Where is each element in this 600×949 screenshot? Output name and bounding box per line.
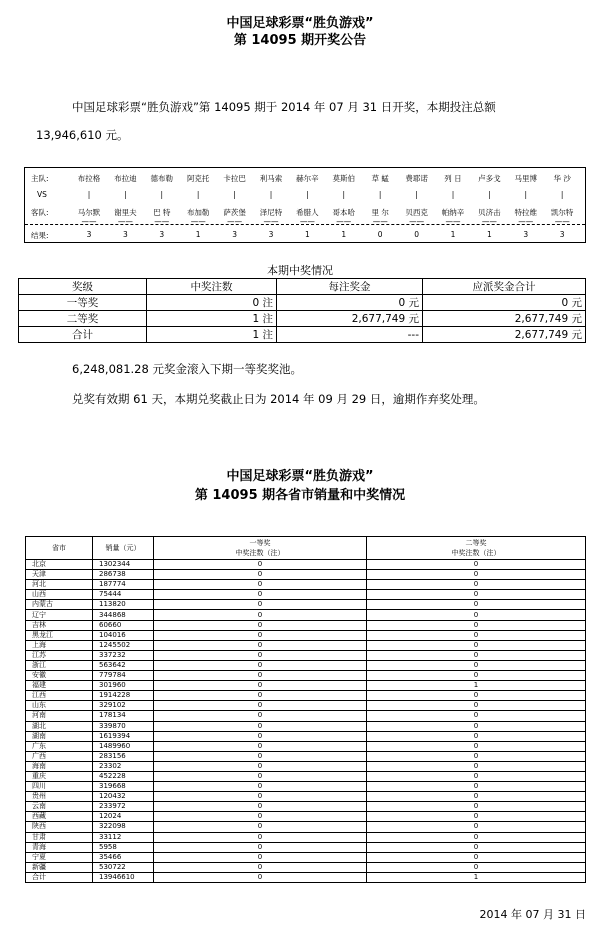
province-first-count: 0 bbox=[154, 681, 367, 691]
vs-mark: | bbox=[160, 190, 164, 199]
province-row bbox=[26, 711, 586, 721]
province-first-count: 0 bbox=[154, 580, 367, 590]
province-name: 黑龙江 bbox=[26, 630, 93, 640]
province-second-count: 0 bbox=[367, 600, 586, 610]
award-cell: 2,677,749 元 bbox=[423, 311, 586, 327]
result-label: 结果: bbox=[31, 231, 49, 240]
province-second-count: 0 bbox=[367, 862, 586, 872]
province-row bbox=[26, 620, 586, 630]
province-first-count: 0 bbox=[154, 620, 367, 630]
province-name: 重庆 bbox=[26, 771, 93, 781]
vs-mark: | bbox=[451, 190, 455, 199]
province-sales: 233972 bbox=[93, 802, 154, 812]
award-cell: 一等奖 bbox=[19, 295, 147, 311]
province-name: 内蒙古 bbox=[26, 600, 93, 610]
intro-line-2: 13,946,610 元。 bbox=[36, 128, 129, 142]
province-first-count: 0 bbox=[154, 701, 367, 711]
province-sales: 452228 bbox=[93, 771, 154, 781]
match-result: 0 bbox=[414, 230, 419, 239]
province-second-count: 0 bbox=[367, 792, 586, 802]
province-row bbox=[26, 701, 586, 711]
province-row bbox=[26, 832, 586, 842]
award-table bbox=[18, 278, 586, 343]
province-row bbox=[26, 792, 586, 802]
award-header-total: 应派奖金合计 bbox=[423, 279, 586, 295]
province-sales: 329102 bbox=[93, 701, 154, 711]
home-team: 马里博 bbox=[514, 174, 538, 183]
second-prize-header-b: 中奖注数（注） bbox=[451, 549, 501, 557]
province-second-count: 0 bbox=[367, 721, 586, 731]
province-sales: 344868 bbox=[93, 610, 154, 620]
match-result: 3 bbox=[523, 230, 529, 239]
province-first-count: 0 bbox=[154, 560, 367, 570]
province-name: 山东 bbox=[26, 701, 93, 711]
province-second-count: 0 bbox=[367, 832, 586, 842]
province-sales: 13946610 bbox=[93, 872, 154, 882]
province-name: 宁夏 bbox=[26, 852, 93, 862]
province-first-count: 0 bbox=[154, 610, 367, 620]
province-name: 江苏 bbox=[26, 650, 93, 660]
province-second-count: 0 bbox=[367, 590, 586, 600]
away-team: 希腊人 bbox=[296, 208, 319, 217]
province-sales: 12024 bbox=[93, 812, 154, 822]
province-second-count: 0 bbox=[367, 761, 586, 771]
province-first-count: 0 bbox=[154, 792, 367, 802]
match-result: 1 bbox=[305, 230, 310, 239]
province-row bbox=[26, 580, 586, 590]
vs-mark: | bbox=[269, 190, 273, 199]
vs-mark: | bbox=[196, 190, 200, 199]
province-second-count: 0 bbox=[367, 671, 586, 681]
province-sales-table bbox=[25, 536, 586, 883]
sales-subtitle: 第 14095 期各省市销量和中奖情况 bbox=[194, 488, 406, 503]
province-row bbox=[26, 761, 586, 771]
province-first-count: 0 bbox=[154, 630, 367, 640]
province-row bbox=[26, 691, 586, 701]
province-first-count: 0 bbox=[154, 822, 367, 832]
province-second-count: 0 bbox=[367, 771, 586, 781]
away-team: 凯尔特 bbox=[550, 208, 574, 217]
dash-mark: —— bbox=[263, 217, 279, 226]
province-second-count: 0 bbox=[367, 812, 586, 822]
province-first-count: 0 bbox=[154, 872, 367, 882]
province-sales: 33112 bbox=[93, 832, 154, 842]
province-name: 江西 bbox=[26, 691, 93, 701]
province-sales: 187774 bbox=[93, 580, 154, 590]
sales-header: 销量（元） bbox=[93, 537, 154, 560]
province-sales: 5958 bbox=[93, 842, 154, 852]
province-sales: 339870 bbox=[93, 721, 154, 731]
award-cell: 2,677,749 元 bbox=[423, 327, 586, 343]
issue-date: 2014 年 07 月 31 日 bbox=[479, 908, 586, 921]
home-team: 德布勒 bbox=[150, 174, 174, 183]
second-prize-header-a: 二等奖 bbox=[465, 539, 487, 547]
province-row bbox=[26, 751, 586, 761]
dash-mark: —— bbox=[117, 217, 133, 226]
away-team: 特拉维 bbox=[514, 208, 538, 217]
away-team: 贝西克 bbox=[405, 208, 428, 217]
province-second-count: 0 bbox=[367, 701, 586, 711]
province-sales: 563642 bbox=[93, 660, 154, 670]
province-name: 福建 bbox=[26, 681, 93, 691]
province-name: 甘肃 bbox=[26, 832, 93, 842]
award-cell: 二等奖 bbox=[19, 311, 147, 327]
award-cell: 0 元 bbox=[277, 295, 423, 311]
province-row bbox=[26, 640, 586, 650]
province-row bbox=[26, 570, 586, 580]
province-sales: 35466 bbox=[93, 852, 154, 862]
province-second-count: 0 bbox=[367, 630, 586, 640]
province-sales: 60660 bbox=[93, 620, 154, 630]
province-second-count: 0 bbox=[367, 660, 586, 670]
province-row bbox=[26, 862, 586, 872]
sales-title: 中国足球彩票“胜负游戏” bbox=[226, 469, 374, 484]
province-first-count: 0 bbox=[154, 802, 367, 812]
dash-mark: —— bbox=[299, 217, 315, 226]
province-first-count: 0 bbox=[154, 590, 367, 600]
award-row bbox=[19, 311, 586, 327]
province-first-count: 0 bbox=[154, 650, 367, 660]
province-sales: 286738 bbox=[93, 570, 154, 580]
province-name: 安徽 bbox=[26, 671, 93, 681]
province-sales: 23302 bbox=[93, 761, 154, 771]
rollover-note: 6,248,081.28 元奖金滚入下期一等奖奖池。 bbox=[72, 362, 302, 376]
vs-mark: | bbox=[342, 190, 346, 199]
award-row bbox=[19, 327, 586, 343]
province-second-count: 0 bbox=[367, 580, 586, 590]
vs-mark: | bbox=[524, 190, 528, 199]
home-label: 主队: bbox=[31, 174, 49, 183]
issue-title: 第 14095 期开奖公告 bbox=[233, 33, 367, 48]
province-header: 省市 bbox=[26, 537, 93, 560]
province-name: 湖北 bbox=[26, 721, 93, 731]
dash-mark: —— bbox=[409, 217, 425, 226]
province-row bbox=[26, 771, 586, 781]
province-name: 浙江 bbox=[26, 660, 93, 670]
match-result: 1 bbox=[487, 230, 492, 239]
province-first-count: 0 bbox=[154, 852, 367, 862]
match-divider bbox=[25, 224, 585, 225]
province-sales: 1619394 bbox=[93, 731, 154, 741]
province-second-count: 0 bbox=[367, 782, 586, 792]
province-name: 吉林 bbox=[26, 620, 93, 630]
province-row bbox=[26, 822, 586, 832]
vs-mark: | bbox=[306, 190, 309, 199]
dash-mark: —— bbox=[481, 217, 497, 226]
home-team: 赫尔辛 bbox=[296, 174, 319, 183]
province-second-count: 0 bbox=[367, 842, 586, 852]
province-name: 云南 bbox=[26, 802, 93, 812]
province-second-count: 0 bbox=[367, 570, 586, 580]
award-header-count: 中奖注数 bbox=[147, 279, 277, 295]
province-sales: 104016 bbox=[93, 630, 154, 640]
vs-mark: | bbox=[124, 190, 127, 199]
province-row bbox=[26, 741, 586, 751]
province-row bbox=[26, 671, 586, 681]
province-name: 新疆 bbox=[26, 862, 93, 872]
away-team: 布加勒 bbox=[186, 208, 210, 217]
dash-mark: —— bbox=[227, 217, 243, 226]
award-header-level: 奖级 bbox=[19, 279, 147, 295]
home-team: 布拉迪 bbox=[114, 174, 137, 183]
match-result: 3 bbox=[232, 230, 237, 239]
match-result: 1 bbox=[195, 230, 201, 239]
match-result: 3 bbox=[268, 230, 274, 239]
province-row bbox=[26, 590, 586, 600]
validity-note: 兑奖有效期 61 天，本期兑奖截止日为 2014 年 09 月 29 日，逾期作弃奖处理。 bbox=[72, 392, 485, 406]
vs-mark: | bbox=[415, 190, 418, 199]
home-team: 布拉格 bbox=[77, 174, 101, 183]
match-result: 3 bbox=[559, 230, 565, 239]
away-team: 贝济击 bbox=[478, 208, 501, 217]
province-first-count: 0 bbox=[154, 600, 367, 610]
dash-mark: —— bbox=[154, 217, 170, 226]
province-row bbox=[26, 852, 586, 862]
province-second-count: 0 bbox=[367, 731, 586, 741]
award-header-prize: 每注奖金 bbox=[277, 279, 423, 295]
province-first-count: 0 bbox=[154, 812, 367, 822]
province-second-count: 0 bbox=[367, 741, 586, 751]
away-team: 帕纳辛 bbox=[441, 208, 465, 217]
province-second-count: 1 bbox=[367, 872, 586, 882]
province-first-count: 0 bbox=[154, 741, 367, 751]
province-sales: 1914228 bbox=[93, 691, 154, 701]
dash-mark: —— bbox=[445, 217, 461, 226]
match-result: 3 bbox=[123, 230, 128, 239]
dash-mark: —— bbox=[518, 217, 534, 226]
province-row bbox=[26, 782, 586, 792]
province-sales: 1245502 bbox=[93, 640, 154, 650]
province-row bbox=[26, 630, 586, 640]
province-row bbox=[26, 721, 586, 731]
province-first-count: 0 bbox=[154, 660, 367, 670]
province-name: 湖南 bbox=[26, 731, 93, 741]
away-label: 客队: bbox=[31, 208, 49, 217]
second-prize-header bbox=[367, 537, 586, 560]
province-name: 四川 bbox=[26, 782, 93, 792]
province-first-count: 0 bbox=[154, 832, 367, 842]
province-row bbox=[26, 650, 586, 660]
province-sales: 779784 bbox=[93, 671, 154, 681]
province-second-count: 0 bbox=[367, 610, 586, 620]
province-sales: 322098 bbox=[93, 822, 154, 832]
province-name: 广东 bbox=[26, 741, 93, 751]
province-first-count: 0 bbox=[154, 640, 367, 650]
province-first-count: 0 bbox=[154, 711, 367, 721]
vs-mark: | bbox=[233, 190, 236, 199]
intro-line-1: 中国足球彩票“胜负游戏”第 14095 期于 2014 年 07 月 31 日开奖，本期投注总额 bbox=[72, 100, 496, 114]
match-result: 3 bbox=[159, 230, 165, 239]
province-name: 河北 bbox=[26, 580, 93, 590]
away-team: 谢里夫 bbox=[114, 208, 137, 217]
dash-mark: —— bbox=[81, 217, 97, 226]
vs-mark: | bbox=[378, 190, 382, 199]
province-name: 合计 bbox=[26, 872, 93, 882]
match-result: 1 bbox=[341, 230, 347, 239]
away-team: 巴 特 bbox=[153, 208, 171, 217]
dash-mark: —— bbox=[372, 217, 388, 226]
province-sales: 283156 bbox=[93, 751, 154, 761]
province-second-count: 0 bbox=[367, 852, 586, 862]
province-row bbox=[26, 872, 586, 882]
province-sales: 319668 bbox=[93, 782, 154, 792]
dash-mark: —— bbox=[336, 217, 352, 226]
home-team: 费耶诺 bbox=[405, 174, 428, 183]
province-sales: 120432 bbox=[93, 792, 154, 802]
home-team: 华 沙 bbox=[553, 174, 571, 183]
province-second-count: 0 bbox=[367, 711, 586, 721]
home-team: 草 蜢 bbox=[371, 174, 389, 183]
away-team: 里 尔 bbox=[371, 208, 389, 217]
province-first-count: 0 bbox=[154, 731, 367, 741]
award-row bbox=[19, 295, 586, 311]
province-name: 北京 bbox=[26, 560, 93, 570]
away-team: 萨茨堡 bbox=[223, 208, 246, 217]
province-first-count: 0 bbox=[154, 761, 367, 771]
province-header-row bbox=[26, 537, 586, 560]
home-team: 利马索 bbox=[259, 174, 283, 183]
province-row bbox=[26, 812, 586, 822]
home-team: 莫斯伯 bbox=[332, 174, 356, 183]
away-team: 泽尼特 bbox=[259, 208, 283, 217]
award-cell: 1 注 bbox=[147, 327, 277, 343]
match-result: 0 bbox=[377, 230, 383, 239]
away-team: 马尔默 bbox=[77, 208, 101, 217]
award-cell: 0 注 bbox=[147, 295, 277, 311]
first-prize-header bbox=[154, 537, 367, 560]
award-cell: --- bbox=[277, 327, 423, 343]
province-first-count: 0 bbox=[154, 671, 367, 681]
match-result: 3 bbox=[86, 230, 92, 239]
province-row bbox=[26, 610, 586, 620]
first-prize-header-b: 中奖注数（注） bbox=[235, 549, 285, 557]
province-sales: 178134 bbox=[93, 711, 154, 721]
home-team: 卡拉巴 bbox=[223, 174, 246, 183]
province-second-count: 0 bbox=[367, 620, 586, 630]
province-sales: 530722 bbox=[93, 862, 154, 872]
province-sales: 75444 bbox=[93, 590, 154, 600]
province-sales: 337232 bbox=[93, 650, 154, 660]
award-header-row bbox=[19, 279, 586, 295]
province-name: 海南 bbox=[26, 761, 93, 771]
province-row bbox=[26, 600, 586, 610]
province-sales: 1489960 bbox=[93, 741, 154, 751]
home-team: 卢多戈 bbox=[478, 174, 501, 183]
province-name: 贵州 bbox=[26, 792, 93, 802]
province-second-count: 1 bbox=[367, 681, 586, 691]
province-sales: 1302344 bbox=[93, 560, 154, 570]
match-table bbox=[24, 167, 586, 243]
province-sales: 301960 bbox=[93, 681, 154, 691]
award-title: 本期中奖情况 bbox=[267, 264, 333, 277]
province-first-count: 0 bbox=[154, 771, 367, 781]
province-second-count: 0 bbox=[367, 691, 586, 701]
vs-mark: | bbox=[87, 190, 91, 199]
province-name: 上海 bbox=[26, 640, 93, 650]
away-team: 哥本哈 bbox=[332, 208, 356, 217]
province-name: 西藏 bbox=[26, 812, 93, 822]
province-row bbox=[26, 660, 586, 670]
vs-label: VS bbox=[37, 190, 47, 199]
province-row bbox=[26, 731, 586, 741]
province-second-count: 0 bbox=[367, 802, 586, 812]
vs-mark: | bbox=[488, 190, 491, 199]
province-first-count: 0 bbox=[154, 721, 367, 731]
award-cell: 2,677,749 元 bbox=[277, 311, 423, 327]
award-cell: 1 注 bbox=[147, 311, 277, 327]
province-name: 广西 bbox=[26, 751, 93, 761]
vs-mark: | bbox=[560, 190, 564, 199]
province-name: 天津 bbox=[26, 570, 93, 580]
province-first-count: 0 bbox=[154, 862, 367, 872]
province-first-count: 0 bbox=[154, 782, 367, 792]
province-sales: 113820 bbox=[93, 600, 154, 610]
province-first-count: 0 bbox=[154, 751, 367, 761]
home-team: 列 日 bbox=[444, 174, 462, 183]
province-first-count: 0 bbox=[154, 570, 367, 580]
province-second-count: 0 bbox=[367, 640, 586, 650]
province-name: 河南 bbox=[26, 711, 93, 721]
first-prize-header-a: 一等奖 bbox=[249, 539, 271, 547]
award-cell: 0 元 bbox=[423, 295, 586, 311]
dash-mark: —— bbox=[190, 217, 206, 226]
province-row bbox=[26, 802, 586, 812]
province-name: 青海 bbox=[26, 842, 93, 852]
province-first-count: 0 bbox=[154, 842, 367, 852]
province-first-count: 0 bbox=[154, 691, 367, 701]
province-row bbox=[26, 681, 586, 691]
province-name: 山西 bbox=[26, 590, 93, 600]
province-second-count: 0 bbox=[367, 650, 586, 660]
award-cell: 合计 bbox=[19, 327, 147, 343]
home-team: 阿克托 bbox=[186, 174, 210, 183]
province-second-count: 0 bbox=[367, 822, 586, 832]
province-second-count: 0 bbox=[367, 751, 586, 761]
announcement-title: 中国足球彩票“胜负游戏” bbox=[226, 16, 374, 31]
province-row bbox=[26, 842, 586, 852]
province-name: 辽宁 bbox=[26, 610, 93, 620]
province-name: 陕西 bbox=[26, 822, 93, 832]
match-result: 1 bbox=[450, 230, 456, 239]
province-second-count: 0 bbox=[367, 560, 586, 570]
dash-mark: —— bbox=[554, 217, 570, 226]
province-row bbox=[26, 560, 586, 570]
